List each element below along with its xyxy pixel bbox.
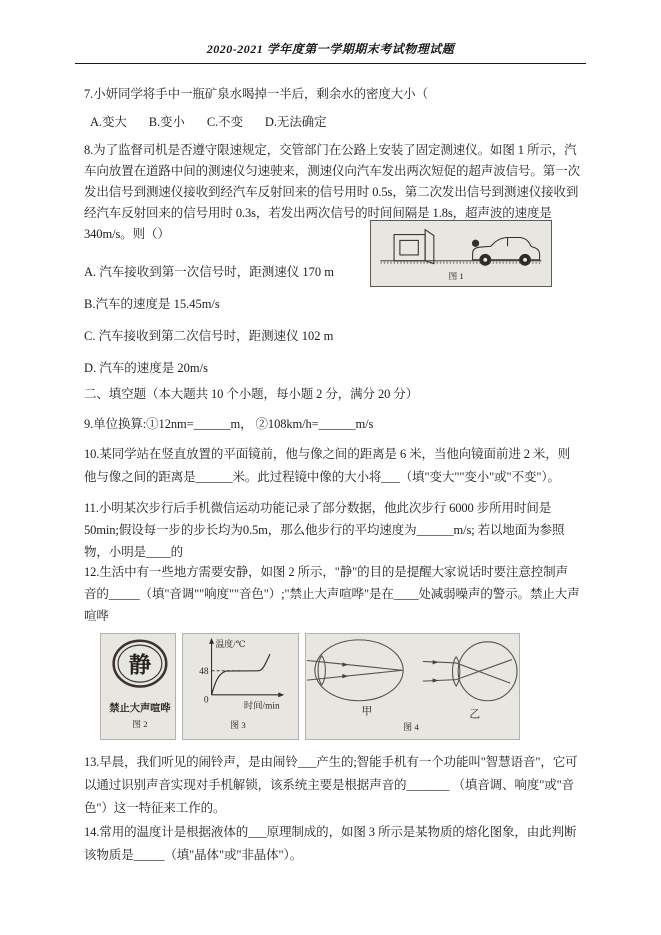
q7-option-a: A.变大	[90, 115, 127, 129]
question-12	[84, 561, 604, 627]
q13-line-1: 13.早晨，我们听见的闹铃声，是由闹铃___产生的;智能手机有一个功能叫"智慧语音"，它可	[84, 755, 578, 769]
q8-line-1: 8.为了监督司机是否遵守限速规定，交管部门在公路上安装了固定测速仪。如图 1 所示，汽	[84, 143, 577, 157]
figure-1-label: 图 1	[448, 271, 464, 282]
section-2-title: 二、填空题（本大题共 10 个小题，每小题 2 分，满分 20 分）	[84, 387, 419, 401]
q14-line-1: 14.常用的温度计是根据液体的___原理制成的，如图 3 所示是某物质的熔化图象，由此判断	[84, 825, 577, 839]
q8-line-5: 340m/s。则（）	[84, 227, 170, 241]
q11-line-2: 50min;假设每一步的步长均为0.5m，那么他步行的平均速度为______m/s; 若以地面为参照	[84, 523, 565, 537]
eye-yi-icon	[423, 642, 517, 701]
q8-option-d: D. 汽车的速度是 20m/s	[84, 361, 208, 375]
q14-line-2: 该物质是_____（填"晶体"或"非晶体"）。	[84, 848, 303, 862]
figure-3-label: 图 3	[230, 720, 246, 731]
figure-2-label: 图 2	[132, 718, 148, 729]
jia-lower-ray-arrow	[342, 674, 348, 678]
y-tick-48: 48	[199, 667, 209, 678]
q11-line-3: 物，小明是____的	[84, 545, 184, 559]
speed-detector-icon	[394, 230, 434, 264]
q11-line-1: 11.小明某次步行后手机微信运动功能记录了部分数据，他此次步行 6000 步所用时间是	[84, 501, 552, 515]
q12-line-3: 喧哗	[84, 609, 109, 623]
figure-3-drawing	[183, 634, 298, 739]
figure-1-drawing	[371, 221, 551, 286]
figure-1-speed-detector	[370, 220, 552, 287]
x-axis-arrow	[278, 692, 284, 697]
q8-line-3: 发出信号到测速仪接收到经汽车反射回来的信号用时 0.5s，第二次发出信号到测速仪接收到	[84, 185, 579, 199]
eye-yi-label: 乙	[469, 708, 481, 721]
q8-line-2: 车向放置在道路中间的测速仪匀速驶来，测速仪向汽车发出两次短促的超声波信号。第一次	[84, 164, 581, 178]
question-13	[84, 751, 604, 820]
question-14	[84, 821, 604, 867]
question-7	[84, 84, 604, 102]
q10-line-1: 10.某同学站在竖直放置的平面镜前，他与像之间的距离是 6 米，当他向镜面前进 2 米，则	[84, 447, 571, 461]
q7-option-b: B.变小	[148, 115, 185, 129]
x-axis-label: 时间/min	[243, 701, 280, 712]
q8-option-a: A. 汽车接收到第一次信号时，距测速仪 170 m	[84, 265, 335, 279]
q13-line-2: 以通过识别声音实现对手机解锁，该系统主要是根据声音的_______ （填音调、响度"或"音	[84, 778, 575, 792]
question-7-options	[90, 112, 610, 130]
question-7-text: 7.小妍同学将手中一瓶矿泉水喝掉一半后，剩余水的密度大小（	[84, 87, 428, 101]
figure-4-eye-diagrams	[305, 633, 520, 740]
q8-option-b: B.汽车的速度是 15.45m/s	[84, 297, 220, 311]
origin-label: 0	[203, 695, 209, 706]
q10-line-2: 他与像之间的距离是______米。此过程镜中像的大小将___（填"变大""变小"或"不变"）。	[84, 470, 560, 484]
figure-2-caption: 禁止大声喧哗	[109, 703, 171, 715]
yi-lower-ray-arrow	[433, 678, 439, 682]
figure-4-label: 图 4	[403, 722, 419, 733]
figure-4-drawing	[306, 634, 519, 739]
question-11	[84, 497, 604, 563]
page-title: 2020-2021 学年度第一学期期末考试物理试题	[206, 42, 455, 56]
melting-curve	[212, 654, 270, 695]
eye-jia-label: 甲	[361, 705, 373, 718]
q7-option-d: D.无法确定	[264, 115, 327, 129]
section-2-header	[84, 384, 604, 402]
question-10	[84, 443, 604, 489]
q12-line-2: 音的_____（填"音调""响度""音色"）;"禁止大声喧哗"是在____处减弱噪声的警示。禁止大声	[84, 587, 580, 601]
figure-3-melting-graph	[182, 633, 299, 740]
figure-2-drawing	[101, 634, 175, 739]
y-axis-label: 温度/℃	[215, 638, 246, 649]
quiet-character: 静	[128, 652, 152, 678]
q8-line-4: 经汽车反射回来的信号用时 0.3s，若发出两次信号的时间间隔是 1.8s，超声波的速度是	[84, 206, 552, 220]
q13-line-3: 色"）这一特征来工作的。	[84, 801, 226, 815]
q7-option-c: C.不变	[206, 115, 243, 129]
q12-line-1: 12.生活中有一些地方需要安静，如图 2 所示，"静"的目的是提醒大家说话时要注意控制声	[84, 565, 568, 579]
header-rule	[75, 63, 586, 64]
question-9-text: 9.单位换算:①12nm=______m， ②108km/h=______m/s	[84, 417, 374, 431]
y-axis-arrow	[209, 638, 214, 644]
question-9	[84, 414, 604, 432]
q8-option-c: C. 汽车接收到第二次信号时，距测速仪 102 m	[84, 329, 334, 343]
figure-2-quiet-sign	[100, 633, 176, 740]
jia-upper-ray-arrow	[342, 662, 348, 666]
graph-axes	[212, 641, 282, 695]
yi-upper-ray-arrow	[433, 660, 439, 664]
eye-jia-icon	[307, 640, 403, 701]
